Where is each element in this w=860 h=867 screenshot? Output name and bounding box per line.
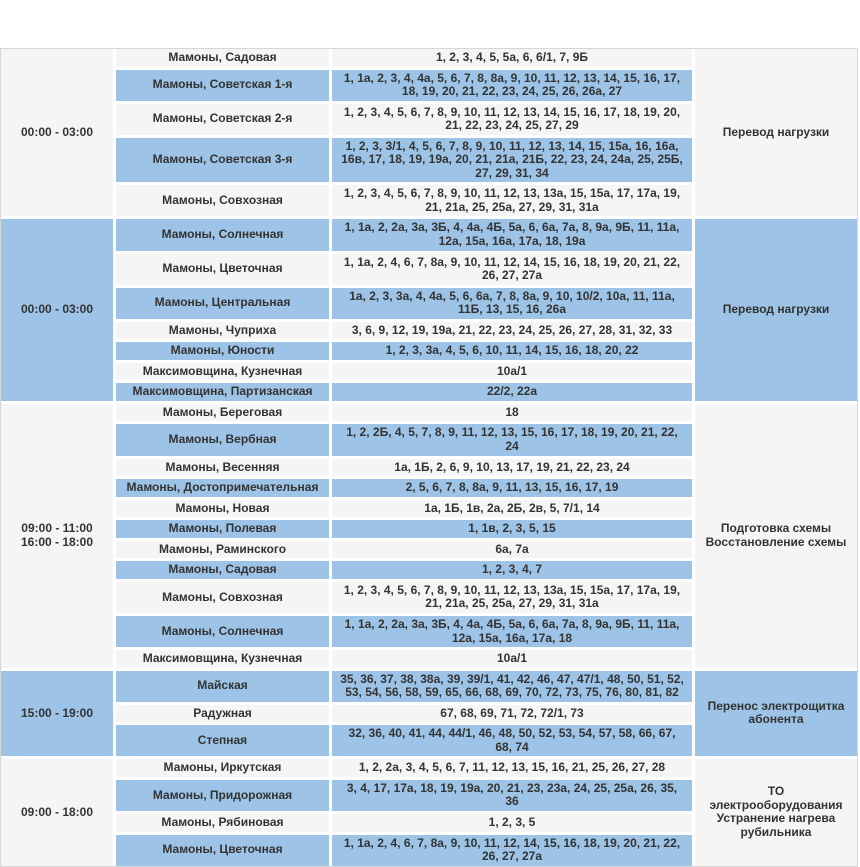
street-cell: Мамоны, Садовая [116, 49, 329, 67]
time-text: 00:00 - 03:00 [20, 302, 94, 317]
time-cell [1, 49, 113, 216]
work-cell [695, 759, 857, 865]
table-row [116, 780, 692, 811]
houses-cell: 1, 2, 3, 4, 5, 5а, 6, 6/1, 7, 9Б [332, 49, 692, 67]
street-cell: Мамоны, Цветочная [116, 254, 329, 285]
table-row [116, 288, 692, 319]
time-text: 09:00 - 11:00 [21, 521, 93, 536]
street-cell: Максимовщина, Кузнечная [116, 363, 329, 381]
table-row [116, 254, 692, 285]
street-cell: Мамоны, Советская 2-я [116, 104, 329, 135]
street-cell: Мамоны, Совхозная [116, 582, 329, 613]
houses-cell: 1, 1а, 2, 4, 6, 7, 8а, 9, 10, 11, 12, 14, 15, 16, 18, 19, 20, 21, 22, 26, 27, 27а [332, 835, 692, 866]
section-rows [116, 404, 692, 668]
houses-cell: 1, 2, 3, 4, 7 [332, 561, 692, 579]
work-cell [695, 671, 857, 757]
schedule-section [1, 404, 857, 668]
schedule-section [1, 219, 857, 400]
street-cell: Мамоны, Садовая [116, 561, 329, 579]
houses-cell: 1, 2, 2а, 3, 4, 5, 6, 7, 11, 12, 13, 15, 16, 21, 25, 26, 27, 28 [332, 759, 692, 777]
section-rows [116, 49, 692, 216]
work-type-text: Перевод нагрузки [722, 124, 830, 139]
work-type-text: Перевод нагрузки [722, 302, 830, 317]
table-row [116, 759, 692, 777]
table-row [116, 363, 692, 381]
houses-cell: 1, 2, 3, 4, 5, 6, 7, 8, 9, 10, 11, 12, 13, 14, 15, 16, 17, 18, 19, 20, 21, 22, 23, 24, 25, 27, 29 [332, 104, 692, 135]
work-cell [695, 49, 857, 216]
houses-cell: 1, 1а, 2, 4, 6, 7, 8а, 9, 10, 11, 12, 14, 15, 16, 18, 19, 20, 21, 22, 26, 27, 27а [332, 254, 692, 285]
houses-cell: 1, 1в, 2, 3, 5, 15 [332, 520, 692, 538]
work-type-text: Перенос электрощитка абонента [707, 698, 845, 727]
schedule-section [1, 671, 857, 757]
table-row [116, 424, 692, 455]
street-cell: Максимовщина, Кузнечная [116, 650, 329, 668]
street-cell: Мамоны, Солнечная [116, 616, 329, 647]
street-cell: Мамоны, Береговая [116, 404, 329, 422]
table-row [116, 616, 692, 647]
street-cell: Мамоны, Солнечная [116, 219, 329, 250]
houses-cell: 3, 6, 9, 12, 19, 19а, 21, 22, 23, 24, 25, 26, 27, 28, 31, 32, 33 [332, 322, 692, 340]
table-row [116, 70, 692, 101]
table-row [116, 835, 692, 866]
houses-cell: 1а, 1Б, 1в, 2а, 2Б, 2в, 5, 7/1, 14 [332, 500, 692, 518]
work-type-text: Устранение нагрева рубильника [716, 811, 836, 840]
houses-cell: 1, 2, 3, 3/1, 4, 5, 6, 7, 8, 9, 10, 11, 12, 13, 14, 15, 15а, 16, 16а, 16в, 17, 18, 19, 19а, 20, 21, 21а, 21Б, 22, 23, 24, 24а, 25, 25Б, 27, 29, 31, 34 [332, 138, 692, 183]
houses-cell: 1а, 1Б, 2, 6, 9, 10, 13, 17, 19, 21, 22, 23, 24 [332, 459, 692, 477]
section-rows [116, 219, 692, 400]
street-cell: Мамоны, Вербная [116, 424, 329, 455]
houses-cell: 1, 2, 3, 4, 5, 6, 7, 8, 9, 10, 11, 12, 13, 13а, 15, 15а, 17, 17а, 19, 21, 21а, 25, 25а, 27, 29, 31, 31а [332, 582, 692, 613]
work-cell [695, 404, 857, 668]
street-cell: Мамоны, Цветочная [116, 835, 329, 866]
time-cell [1, 219, 113, 400]
schedule-section [1, 759, 857, 865]
street-cell: Мамоны, Советская 3-я [116, 138, 329, 183]
table-row [116, 500, 692, 518]
table-row [116, 459, 692, 477]
street-cell: Мамоны, Советская 1-я [116, 70, 329, 101]
street-cell: Степная [116, 725, 329, 756]
section-rows [116, 671, 692, 757]
table-row [116, 219, 692, 250]
table-row [116, 671, 692, 702]
street-cell: Мамоны, Достопримечательная [116, 479, 329, 497]
houses-cell: 1а, 2, 3, 3а, 4, 4а, 5, 6, 6а, 7, 8, 8а, 9, 10, 10/2, 10а, 11, 11а, 11Б, 13, 15, 16, 26а [332, 288, 692, 319]
houses-cell: 18 [332, 404, 692, 422]
table-row [116, 650, 692, 668]
table-row [116, 104, 692, 135]
schedule-section [1, 49, 857, 216]
street-cell: Мамоны, Чуприха [116, 322, 329, 340]
time-text: 15:00 - 19:00 [20, 705, 94, 720]
houses-cell: 67, 68, 69, 71, 72, 72/1, 73 [332, 705, 692, 723]
table-row [116, 814, 692, 832]
houses-cell: 10а/1 [332, 363, 692, 381]
houses-cell: 3, 4, 17, 17а, 18, 19, 19а, 20, 21, 23, 23а, 24, 25, 25а, 26, 35, 36 [332, 780, 692, 811]
schedule-table [0, 48, 858, 867]
street-cell: Мамоны, Раминского [116, 541, 329, 559]
section-rows [116, 759, 692, 865]
houses-cell: 22/2, 22а [332, 383, 692, 401]
street-cell: Мамоны, Рябиновая [116, 814, 329, 832]
street-cell: Майская [116, 671, 329, 702]
table-row [116, 138, 692, 183]
street-cell: Мамоны, Полевая [116, 520, 329, 538]
houses-cell: 1, 2, 2Б, 4, 5, 7, 8, 9, 11, 12, 13, 15, 16, 17, 18, 19, 20, 21, 22, 24 [332, 424, 692, 455]
houses-cell: 1, 2, 3, 4, 5, 6, 7, 8, 9, 10, 11, 12, 13, 13а, 15, 15а, 17, 17а, 19, 21, 21а, 25, 25а, 27, 29, 31, 31а [332, 185, 692, 216]
street-cell: Мамоны, Новая [116, 500, 329, 518]
work-type-text: Восстановление схемы [705, 534, 847, 549]
houses-cell: 1, 2, 3, 3а, 4, 5, 6, 10, 11, 14, 15, 16, 18, 20, 22 [332, 342, 692, 360]
table-row [116, 342, 692, 360]
time-text: 00:00 - 03:00 [20, 124, 94, 139]
table-row [116, 582, 692, 613]
street-cell: Мамоны, Совхозная [116, 185, 329, 216]
houses-cell: 6а, 7а [332, 541, 692, 559]
table-row [116, 705, 692, 723]
table-row [116, 404, 692, 422]
table-row [116, 322, 692, 340]
houses-cell: 32, 36, 40, 41, 44, 44/1, 46, 48, 50, 52, 53, 54, 57, 58, 66, 67, 68, 74 [332, 725, 692, 756]
houses-cell: 1, 1а, 2, 3, 4, 4а, 5, 6, 7, 8, 8а, 9, 10, 11, 12, 13, 14, 15, 16, 17, 18, 19, 20, 21, 22, 23, 24, 25, 26, 26а, 27 [332, 70, 692, 101]
houses-cell: 1, 2, 3, 5 [332, 814, 692, 832]
street-cell: Мамоны, Придорожная [116, 780, 329, 811]
houses-cell: 1, 1а, 2, 2а, 3а, 3Б, 4, 4а, 4Б, 5а, 6, 6а, 7а, 8, 9а, 9Б, 11, 11а, 12а, 15а, 16а, 17а, 18, 19а [332, 219, 692, 250]
work-type-text: ТО электрооборудования [709, 784, 843, 812]
street-cell: Максимовщина, Партизанская [116, 383, 329, 401]
street-cell: Радужная [116, 705, 329, 723]
street-cell: Мамоны, Иркутская [116, 759, 329, 777]
table-row [116, 520, 692, 538]
table-row [116, 383, 692, 401]
time-cell [1, 759, 113, 865]
table-row [116, 185, 692, 216]
table-row [116, 479, 692, 497]
table-row [116, 49, 692, 67]
work-type-text: Подготовка схемы [720, 521, 832, 536]
work-cell [695, 219, 857, 400]
time-text: 09:00 - 18:00 [20, 804, 94, 819]
houses-cell: 35, 36, 37, 38, 38а, 39, 39/1, 41, 42, 46, 47, 47/1, 48, 50, 51, 52, 53, 54, 56, 58, 59, 65, 66, 68, 69, 70, 72, 73, 75, 76, 80, 81, 82 [332, 671, 692, 702]
houses-cell: 1, 1а, 2, 2а, 3а, 3Б, 4, 4а, 4Б, 5а, 6, 6а, 7а, 8, 9а, 9Б, 11, 11а, 12а, 15а, 16а, 17а, 18 [332, 616, 692, 647]
street-cell: Мамоны, Юности [116, 342, 329, 360]
houses-cell: 2, 5, 6, 7, 8, 8а, 9, 11, 13, 15, 16, 17, 19 [332, 479, 692, 497]
table-row [116, 561, 692, 579]
table-row [116, 541, 692, 559]
time-text: 16:00 - 18:00 [20, 534, 94, 549]
houses-cell: 10а/1 [332, 650, 692, 668]
time-cell [1, 671, 113, 757]
table-row [116, 725, 692, 756]
street-cell: Мамоны, Центральная [116, 288, 329, 319]
street-cell: Мамоны, Весенняя [116, 459, 329, 477]
time-cell [1, 404, 113, 668]
